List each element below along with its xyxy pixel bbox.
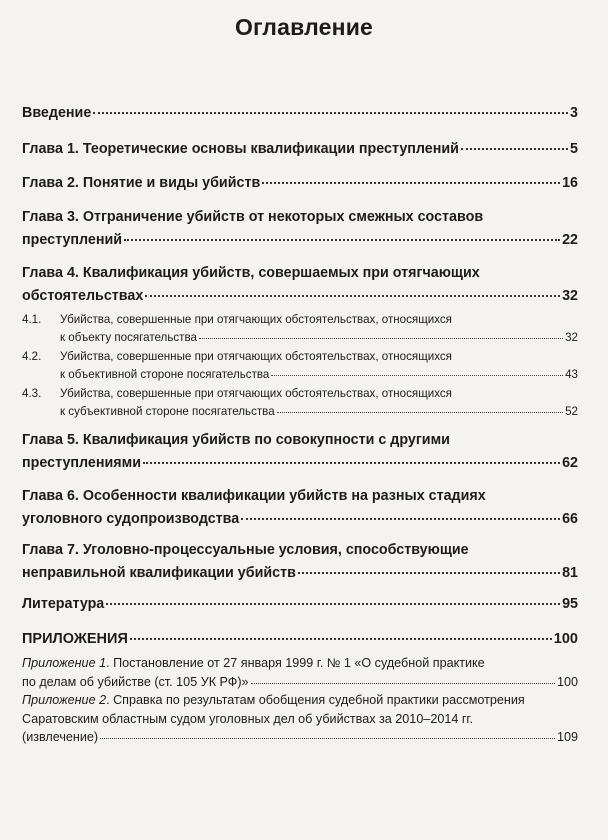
page-number: 32 — [565, 331, 578, 344]
entry-text: Глава 2. Понятие и виды убийств — [22, 175, 261, 191]
entry-text: Введение — [22, 105, 92, 121]
leader-dots — [251, 683, 555, 684]
section-number: 4.2. — [22, 350, 42, 363]
page-number: 100 — [553, 631, 578, 647]
leader-dots — [241, 518, 560, 520]
entry-text: Глава 1. Теоретические основы квалификации преступлений — [22, 141, 459, 157]
page-number: 32 — [562, 288, 578, 304]
leader-dots — [145, 295, 560, 297]
entry-text-line1: Глава 5. Квалификация убийств по совокупности с другими — [22, 432, 450, 448]
section-number: 4.3. — [22, 387, 42, 400]
page-number: 52 — [565, 405, 578, 418]
page-number: 81 — [562, 565, 578, 581]
toc-entry-chapter-1 — [22, 141, 578, 164]
leader-dots — [461, 148, 568, 150]
entry-text-line1: Глава 3. Отграничение убийств от некоторых смежных составов — [22, 209, 484, 225]
page-number: 109 — [556, 730, 578, 744]
leader-dots — [271, 375, 563, 376]
page-number: 3 — [570, 105, 578, 121]
page-title: Оглавление — [234, 14, 374, 40]
entry-text-line1: . Справка по результатам обобщения судебной практики рассмотрения — [106, 693, 525, 707]
entry-text-line1: Глава 7. Уголовно-процессуальные условия, способствующие — [22, 542, 469, 558]
entry-text-line2: преступлений — [22, 232, 123, 248]
entry-text-line2: неправильной квалификации убийств — [22, 565, 296, 581]
leader-dots — [100, 738, 555, 739]
page-number: 66 — [562, 511, 578, 527]
toc-entry-chapter-3 — [22, 209, 578, 255]
entry-text-line2: уголовного судопроизводства — [22, 511, 240, 527]
leader-dots — [143, 462, 560, 464]
toc-entry-appendix-1 — [22, 656, 578, 693]
entry-text-line2: обстоятельствах — [22, 288, 144, 304]
leader-dots — [106, 603, 560, 605]
page-number: 100 — [556, 674, 578, 689]
entry-text: ПРИЛОЖЕНИЯ — [22, 631, 128, 647]
leader-dots — [93, 112, 568, 114]
toc-entry-chapter-7 — [22, 542, 578, 588]
leader-dots — [277, 412, 563, 413]
entry-text-line1: Глава 6. Особенности квалификации убийств на разных стадиях — [22, 488, 486, 504]
entry-text-line1: Убийства, совершенные при отягчающих обстоятельствах, относящихся — [60, 387, 452, 400]
toc-entry-chapter-5 — [22, 432, 578, 478]
entry-text-line1: Глава 4. Квалификация убийств, совершаемых при отягчающих — [22, 265, 480, 281]
leader-dots — [298, 572, 560, 574]
entry-text-line1: Убийства, совершенные при отягчающих обстоятельствах, относящихся — [60, 313, 452, 326]
entry-text: Литература — [22, 596, 105, 612]
toc-entry-chapter-2 — [22, 175, 578, 198]
entry-text-line2: к объективной стороне посягательства — [60, 368, 270, 381]
page-number: 16 — [562, 175, 578, 191]
leader-dots — [199, 338, 563, 339]
entry-text-line2: к объекту посягательства — [60, 331, 197, 344]
toc-entry-section-4-3 — [22, 387, 578, 423]
toc-entry-appendix-2 — [22, 693, 578, 749]
toc-entry-literature — [22, 596, 578, 619]
page-number: 5 — [570, 141, 578, 157]
toc-entry-section-4-1 — [22, 313, 578, 349]
toc-entry-intro — [22, 105, 578, 128]
toc-entry-chapter-6 — [22, 488, 578, 534]
appendix-label: Приложение 1 — [22, 656, 107, 670]
toc-entry-chapter-4 — [22, 265, 578, 311]
leader-dots — [130, 638, 552, 640]
appendix-label: Приложение 2 — [22, 693, 107, 707]
toc-entry-appendices — [22, 631, 578, 654]
entry-text-line1: . Постановление от 27 января 1999 г. № 1 «О судебной практике — [106, 656, 485, 670]
page-number: 95 — [562, 596, 578, 612]
section-number: 4.1. — [22, 313, 42, 326]
leader-dots — [262, 182, 560, 184]
page-number: 43 — [565, 368, 578, 381]
entry-text-line2: по делам об убийстве (ст. 105 УК РФ)» — [22, 674, 249, 689]
entry-text-line2: Саратовским областным судом уголовных дел об убийствах за 2010–2014 гг. — [22, 711, 473, 726]
leader-dots — [124, 239, 560, 241]
page-number: 22 — [562, 232, 578, 248]
entry-text-line2: к субъективной стороне посягательства — [60, 405, 275, 418]
page-number: 62 — [562, 455, 578, 471]
entry-text-line3: (извлечение) — [22, 730, 99, 744]
toc-entry-section-4-2 — [22, 350, 578, 386]
entry-text-line1: Убийства, совершенные при отягчающих обстоятельствах, относящихся — [60, 350, 452, 363]
entry-text-line2: преступлениями — [22, 455, 142, 471]
